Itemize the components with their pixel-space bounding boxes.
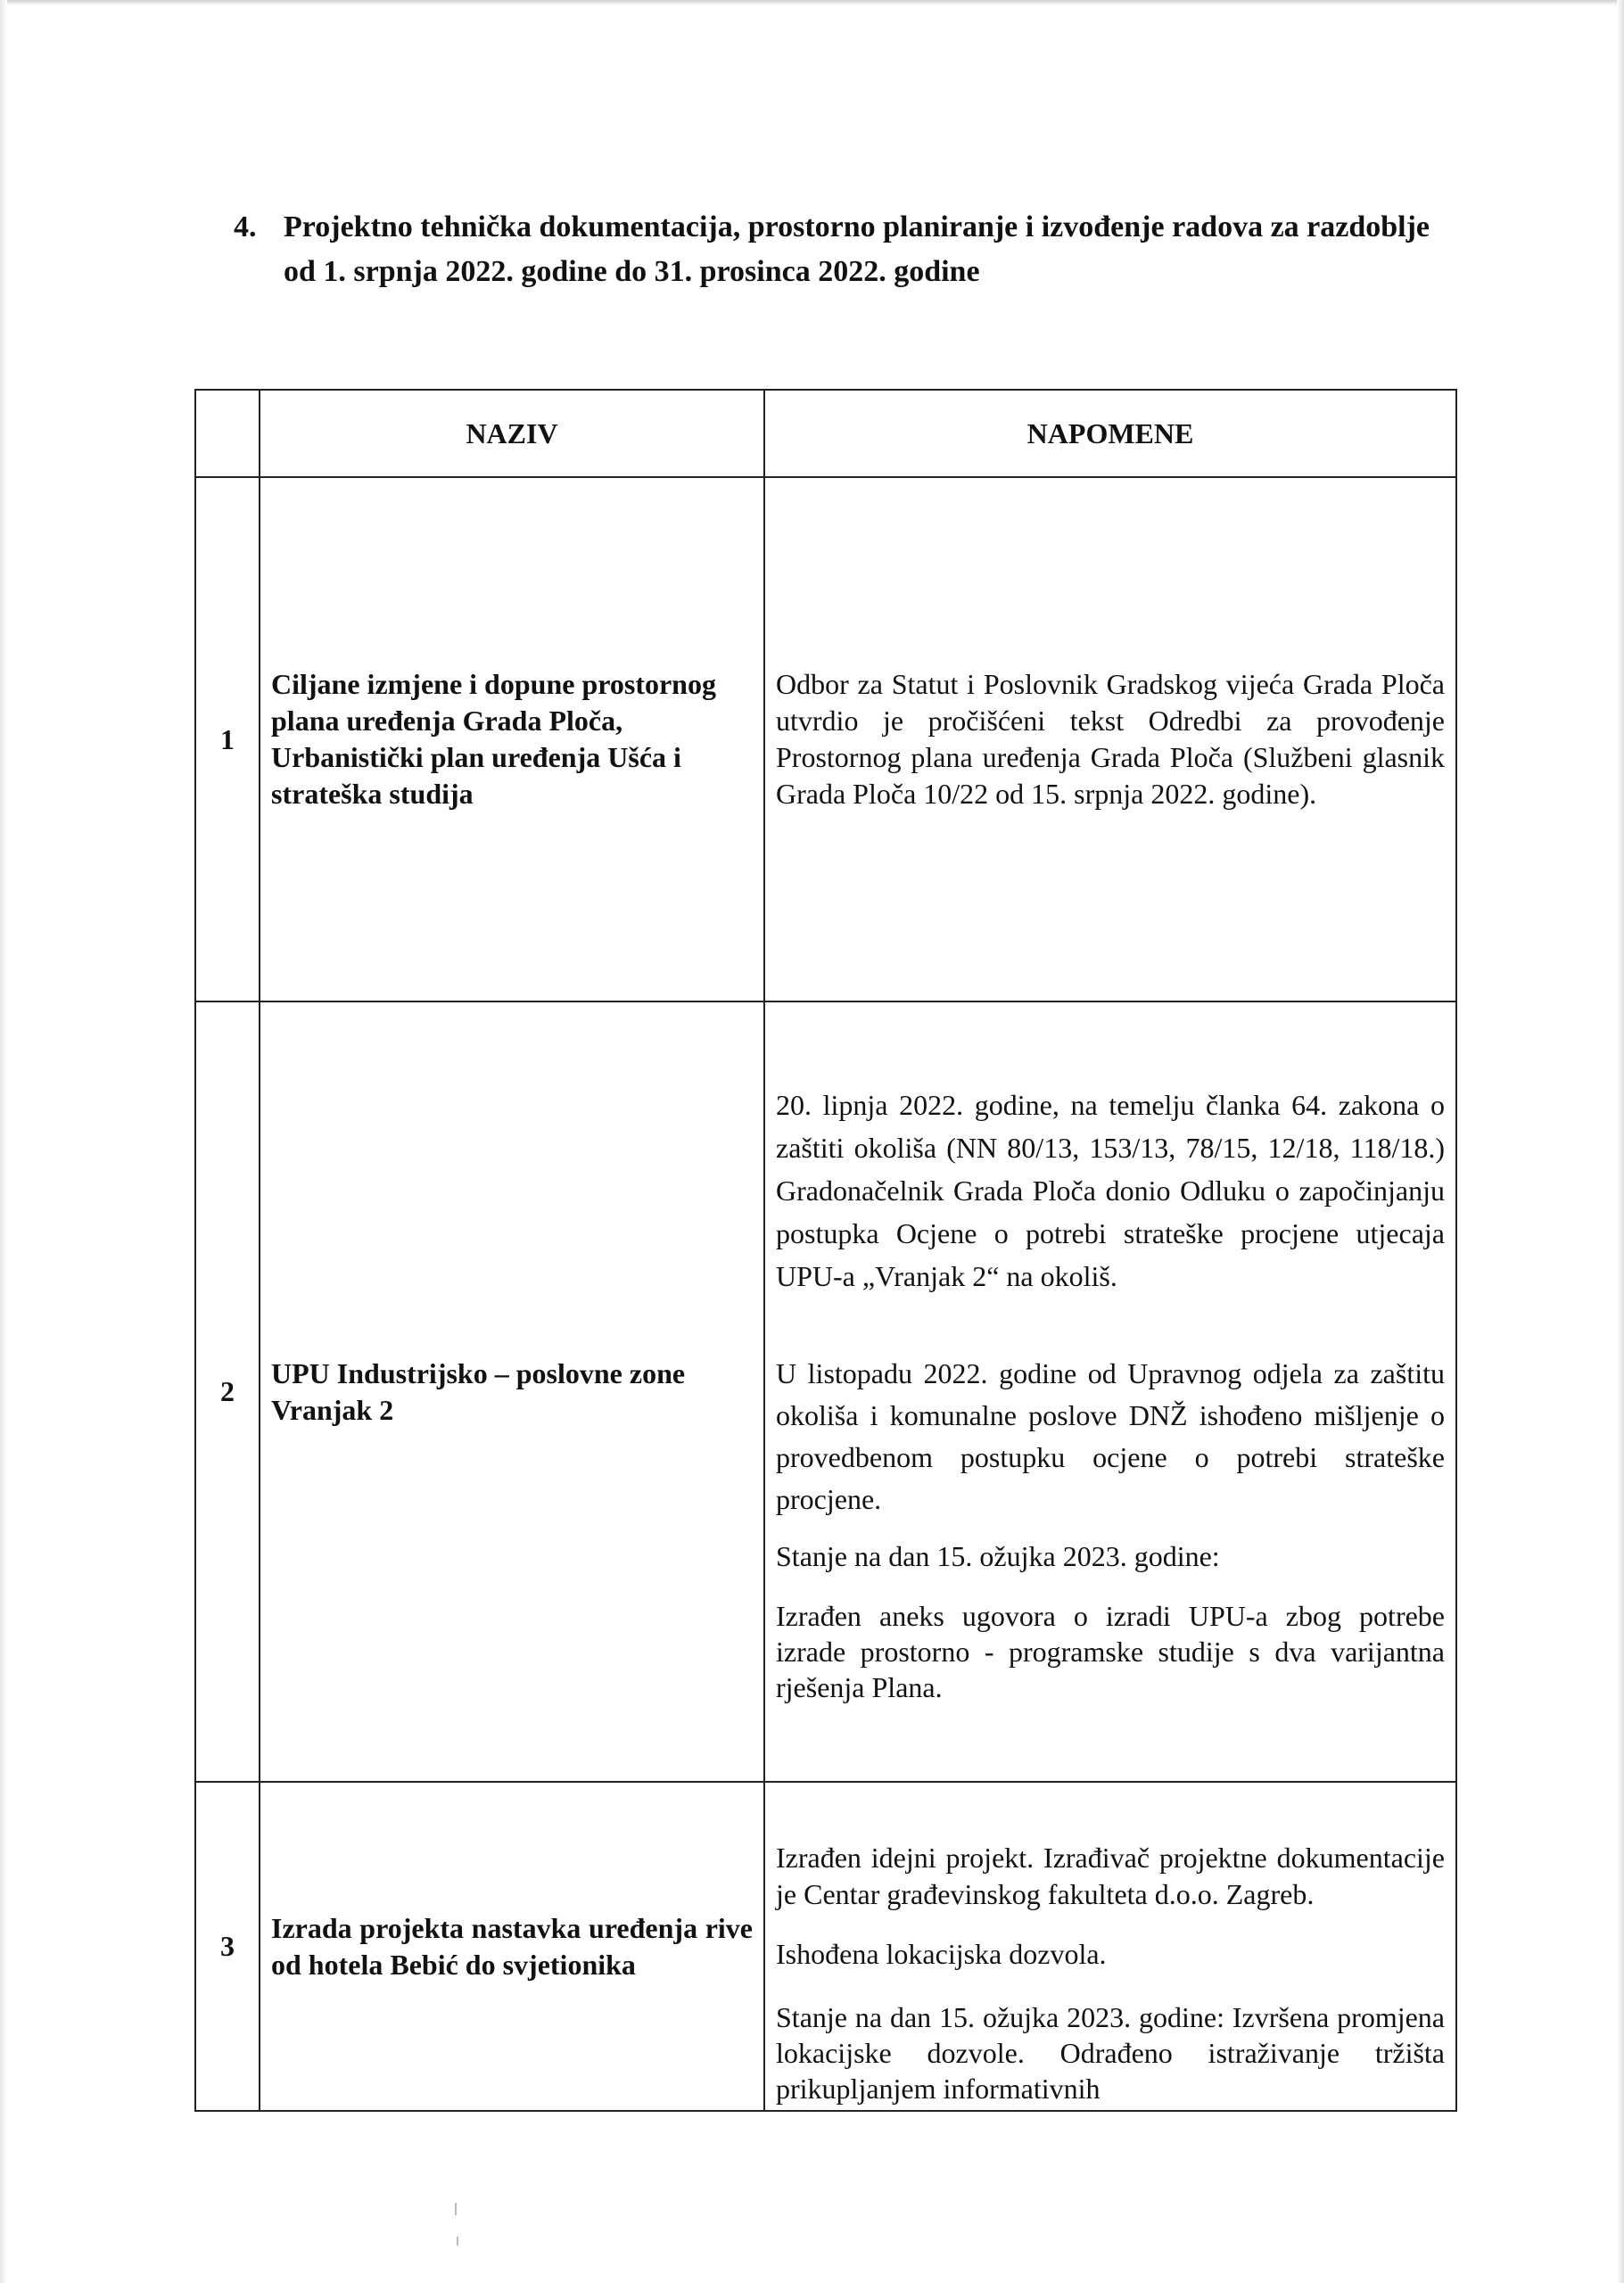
row-number: 2 (195, 1001, 260, 1782)
scan-artifact (457, 2237, 458, 2246)
projects-table (194, 389, 1457, 2112)
note-paragraph: Stanje na dan 15. ožujka 2023. godine: (776, 1540, 1220, 1572)
table-row (195, 477, 1456, 1001)
header-napomene: NAPOMENE (764, 390, 1456, 477)
note-paragraph: Stanje na dan 15. ožujka 2023. godine: Izvršena promjena lokacijske dozvole. Odrađeno istraživanje tržišta prikupljanjem informativnih (776, 2001, 1445, 2105)
row-number: 1 (195, 477, 260, 1001)
paragraph-spacer (776, 1298, 1445, 1353)
table-row (195, 1782, 1456, 2111)
section-title: Projektno tehnička dokumentacija, prostorno planiranje i izvođenje radova za razdoblje od 1. srpnja 2022. godine do 31. prosinca 2022. godine (284, 210, 1430, 288)
table-header-row (195, 390, 1456, 477)
section-heading (234, 205, 1447, 294)
header-number-cell (195, 390, 260, 477)
row-notes (764, 1001, 1456, 1782)
note-paragraph: Izrađen aneks ugovora o izradi UPU-a zbog potrebe izrade prostorno - programske studije s dva varijantna rješenja Plana. (776, 1600, 1445, 1703)
scan-edge-left (0, 0, 7, 2283)
row-notes (764, 1782, 1456, 2111)
scan-artifact (455, 2203, 457, 2215)
note-paragraph: Odbor za Statut i Poslovnik Gradskog vijeća Grada Ploča utvrdio je pročišćeni tekst Odredbi za provođenje Prostornog plana uređenja Grada Ploča (Službeni glasnik Grada Ploča 10/22 od 15. srpnja 2022. godine). (776, 668, 1445, 810)
note-paragraph: U listopadu 2022. godine od Upravnog odjela za zaštitu okoliša i komunalne poslove DNŽ ishođeno mišljenje o provedbenom postupku ocjene o potrebi strateške procjene. (776, 1357, 1445, 1515)
row-name: UPU Industrijsko – poslovne zone Vranjak 2 (260, 1001, 764, 1782)
row-name: Ciljane izmjene i dopune prostornog plana uređenja Grada Ploča, Urbanistički plan uređenja Ušća i strateška studija (260, 477, 764, 1001)
table-row (195, 1001, 1456, 1782)
scan-edge-top (0, 0, 1624, 5)
section-number: 4. (234, 210, 257, 243)
row-name: Izrada projekta nastavka uređenja rive od hotela Bebić do svjetionika (260, 1782, 764, 2111)
note-paragraph: Izrađen idejni projekt. Izrađivač projektne dokumentacije je Centar građevinskog fakulteta d.o.o. Zagreb. (776, 1842, 1445, 1910)
header-naziv: NAZIV (260, 390, 764, 477)
row-number: 3 (195, 1782, 260, 2111)
note-paragraph: Ishođena lokacijska dozvola. (776, 1938, 1107, 1970)
scan-edge-right (1617, 0, 1624, 2283)
note-paragraph: 20. lipnja 2022. godine, na temelju članka 64. zakona o zaštiti okoliša (NN 80/13, 153/13, 78/15, 12/18, 118/18.) Gradonačelnik Grada Ploča donio Odluku o započinjanju postupka Ocjene o potrebi strateške procjene utjecaja UPU-a „Vranjak 2“ na okoliš. (776, 1089, 1445, 1292)
row-notes (764, 477, 1456, 1001)
